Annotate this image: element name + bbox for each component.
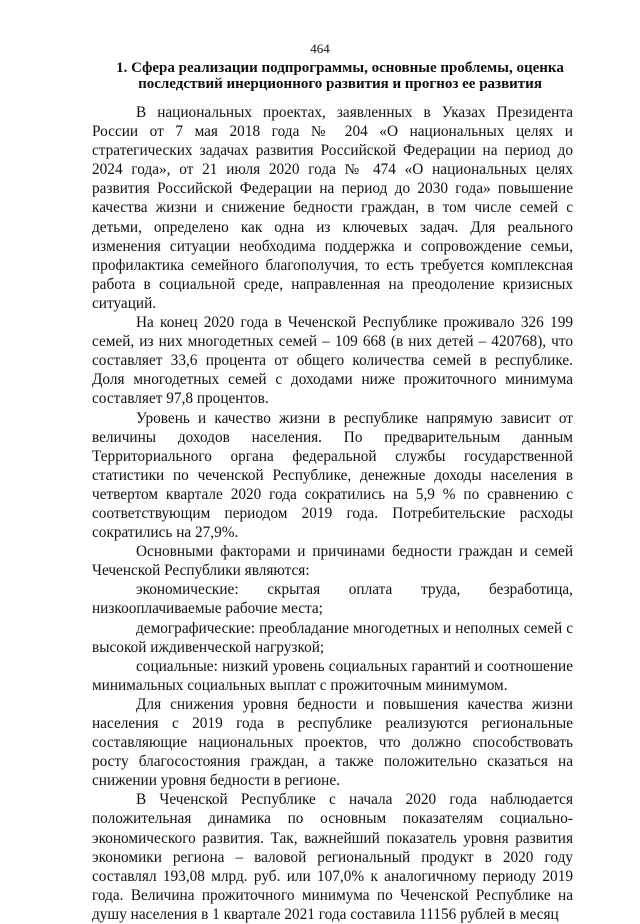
paragraph-economic-dynamics: В Чеченской Республике с начала 2020 года наблюдается положительная динамика по основным показателям социально-экономического развития. Так, важнейший показатель уровня развития экономики региона – валовой региональный продукт в 2020 году составлял 193,08 млрд. руб. или 107,0% к аналогичному периоду 2019 года. Величина прожиточного минимума по Чеченской Республике на душу населения в 1 квартале 2021 года составила 11156 рублей в месяц bbox=[92, 791, 573, 923]
paragraph-demographic-factors: демографические: преобладание многодетных и неполных семей с высокой иждивенческой нагрузкой; bbox=[92, 619, 573, 656]
paragraph-family-statistics: На конец 2020 года в Чеченской Республике проживало 326 199 семей, из них многодетных семей – 109 668 (в них детей – 420768), что составляет 33,6 процента от общего количества семей в республике. Доля многодетных семей с доходами ниже прожиточного минимума составляет 97,8 процентов. bbox=[92, 314, 573, 408]
page-number: 464 bbox=[310, 41, 330, 56]
section-heading: 1. Сфера реализации подпрограммы, основные проблемы, оценка последствий инерционного развития и прогноз ее развития bbox=[116, 60, 564, 92]
paragraph-national-projects: В национальных проектах, заявленных в Указах Президента России от 7 мая 2018 года № 204 «О национальных целях и стратегических задачах развития Российской Федерации на период до 2024 года», от 21 июля 2020 года № 474 «О национальных целях развития Российской Федерации на период до 2030 года» повышение качества жизни и снижение бедности граждан, в том числе семей с детьми, определено как одна из ключевых задач. Для реального изменения ситуации необходима поддержка и сопровождение семьи, профилактика семейного благополучия, то есть требуется комплексная работа в социальной среде, направленная на преодоление кризисных ситуаций. bbox=[92, 104, 573, 312]
paragraph-poverty-reduction: Для снижения уровня бедности и повышения качества жизни населения с 2019 года в республике реализуются региональные составляющие национальных проектов, что должно способствовать росту благосостояния граждан, а также положительно сказаться на снижении уровня бедности в регионе. bbox=[92, 695, 573, 790]
paragraph-economic-factors: экономические: скрытая оплата труда, безработица, низкооплачиваемые рабочие места; bbox=[92, 581, 573, 618]
paragraph-poverty-factors: Основными факторами и причинами бедности граждан и семей Чеченской Республики являются: bbox=[92, 543, 573, 580]
paragraph-income-level: Уровень и качество жизни в республике напрямую зависит от величины доходов населения. По предварительным данным Территориального органа федеральной службы государственной статистики по чеченской Республике, денежные доходы населения в четвертом квартале 2020 года сократились на 5,9 % по сравнению с соответствующим периодом 2019 года. Потребительские расходы сократились на 27,9%. bbox=[92, 409, 573, 542]
paragraph-social-factors: социальные: низкий уровень социальных гарантий и соотношение минимальных социальных выплат с прожиточным минимумом. bbox=[92, 657, 573, 694]
body-text bbox=[92, 103, 573, 924]
